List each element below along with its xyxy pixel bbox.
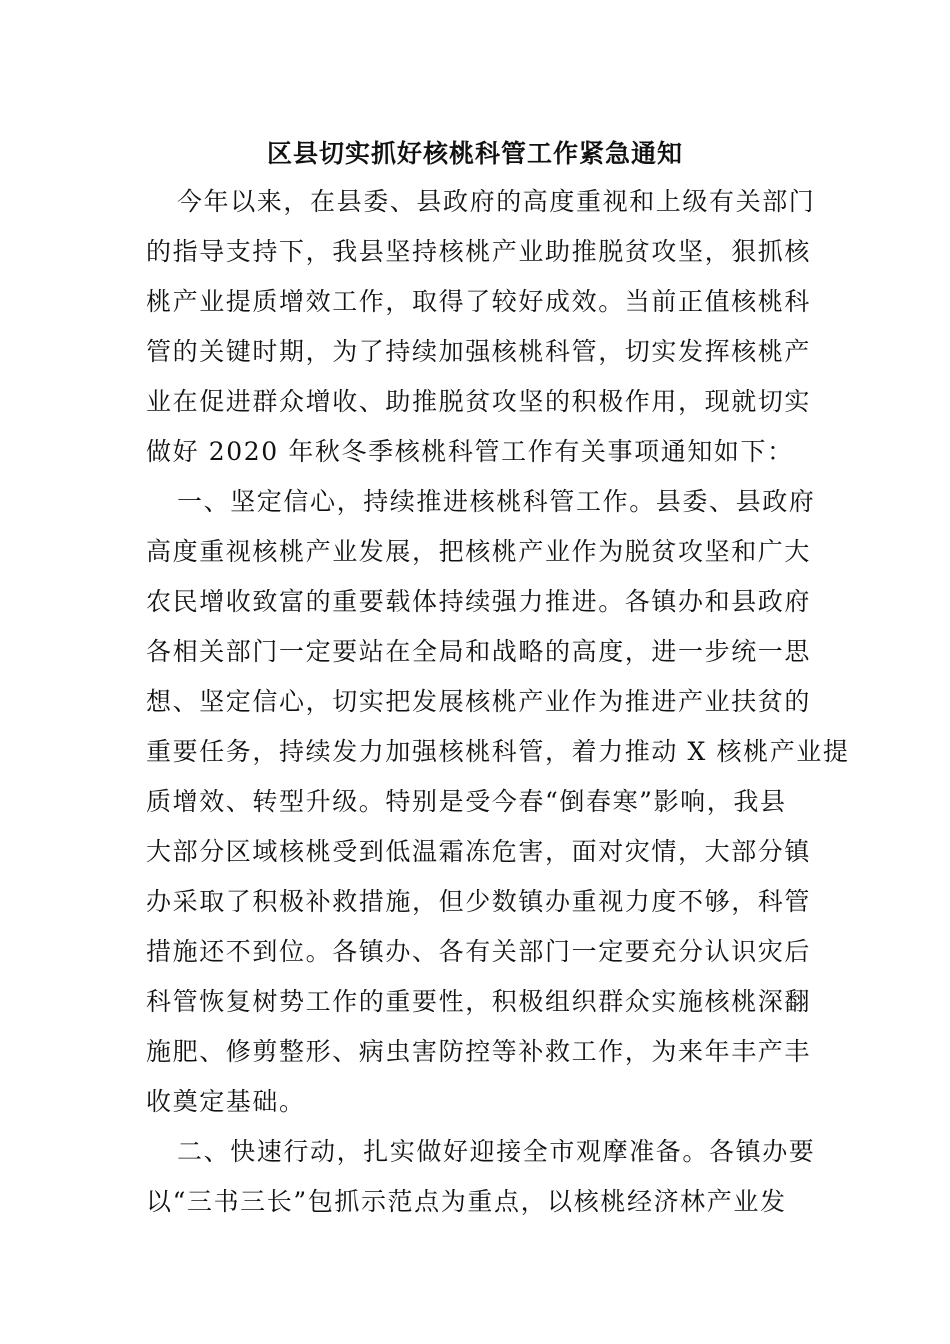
paragraph-line: 桃产业提质增效工作，取得了较好成效。当前正值核桃科	[146, 287, 812, 316]
paragraph-line: 各相关部门一定要站在全局和战略的高度，进一步统一思	[146, 637, 812, 666]
paragraph-line: 农民增收致富的重要载体持续强力推进。各镇办和县政府	[146, 587, 812, 616]
paragraph-line: 高度重视核桃产业发展，把核桃产业作为脱贫攻坚和广大	[146, 537, 812, 566]
paragraph-line: 施肥、修剪整形、病虫害防控等补救工作，为来年丰产丰	[146, 1037, 812, 1066]
paragraph-line: 科管恢复树势工作的重要性，积极组织群众实施核桃深翻	[146, 987, 812, 1016]
paragraph-line: 重要任务，持续发力加强核桃科管，着力推动 X 核桃产业提	[146, 737, 850, 766]
paragraph-line: 业在促进群众增收、助推脱贫攻坚的积极作用，现就切实	[146, 387, 812, 416]
paragraph-line: 措施还不到位。各镇办、各有关部门一定要充分认识灾后	[146, 937, 812, 966]
paragraph-line: 大部分区域核桃受到低温霜冻危害，面对灾情，大部分镇	[146, 837, 812, 866]
paragraph-line: 质增效、转型升级。特别是受今春“倒春寒”影响，我县	[146, 787, 787, 816]
paragraph-line: 做好 2020 年秋冬季核桃科管工作有关事项通知如下：	[146, 437, 794, 466]
paragraph-line: 办采取了积极补救措施，但少数镇办重视力度不够，科管	[146, 887, 812, 916]
paragraph-line: 管的关键时期，为了持续加强核桃科管，切实发挥核桃产	[146, 337, 812, 366]
paragraph-line: 今年以来，在县委、县政府的高度重视和上级有关部门	[177, 187, 816, 216]
paragraph-line: 以“三书三长”包抓示范点为重点，以核桃经济林产业发	[146, 1187, 787, 1216]
paragraph-line: 收奠定基础。	[146, 1087, 306, 1116]
paragraph-line: 一、坚定信心，持续推进核桃科管工作。县委、县政府	[177, 487, 816, 516]
paragraph-line: 二、快速行动，扎实做好迎接全市观摩准备。各镇办要	[177, 1137, 816, 1166]
document-title: 区县切实抓好核桃科管工作紧急通知	[266, 139, 683, 168]
paragraph-line: 的指导支持下，我县坚持核桃产业助推脱贫攻坚，狠抓核	[146, 237, 812, 266]
paragraph-line: 想、坚定信心，切实把发展核桃产业作为推进产业扶贫的	[146, 687, 812, 716]
